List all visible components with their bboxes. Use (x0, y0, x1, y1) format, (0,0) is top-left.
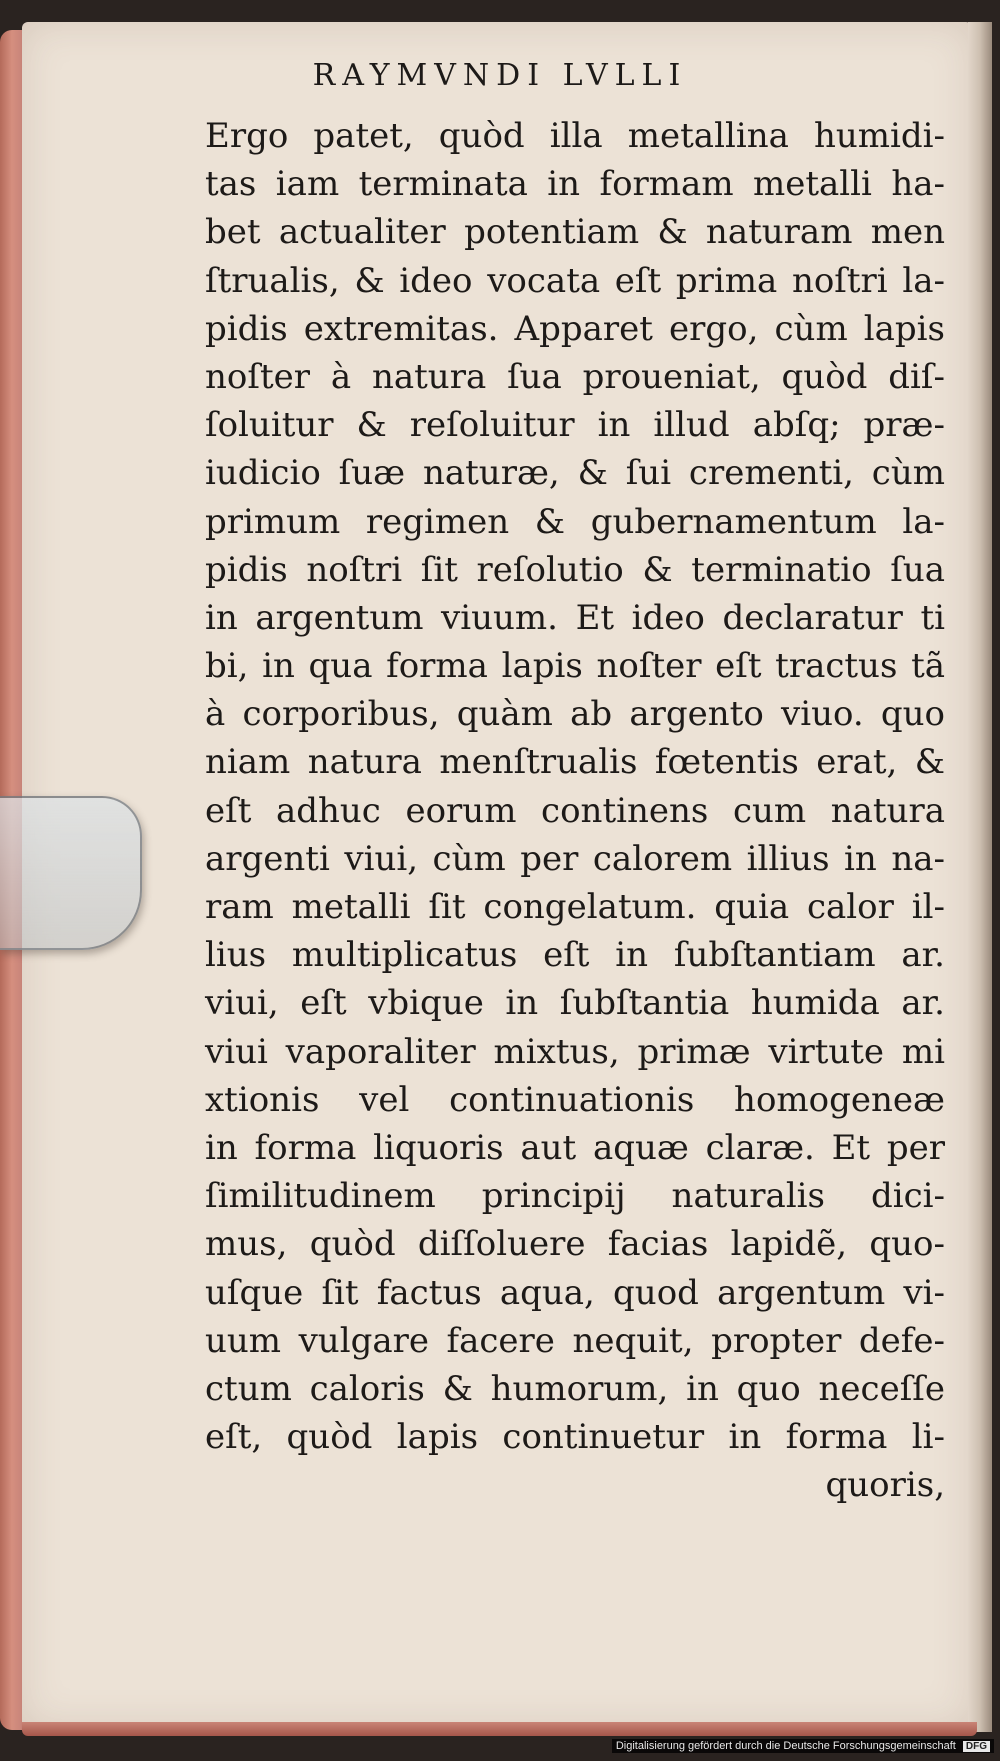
running-head: RAYMVNDI LVLLI (312, 58, 688, 93)
text-line: ctum caloris & humorum, in quo neceſſe (205, 1368, 945, 1409)
text-line: xtionis vel continuationis homogeneæ (205, 1079, 945, 1120)
text-line: Ergo patet, quòd illa metallina humidi- (205, 116, 945, 156)
text-line: ſtrualis, & ideo vocata eſt prima noſtri la- (205, 260, 945, 301)
text-line: in forma liquoris aut aquæ claræ. Et per (205, 1127, 945, 1168)
text-line: eſt adhuc eorum continens cum natura (205, 790, 945, 831)
text-line: ſoluitur & reſoluitur in illud abſq; præ- (205, 405, 945, 446)
text-line: tas iam terminata in formam metalli ha- (205, 164, 945, 205)
text-line: viui vaporaliter mixtus, primæ virtute mi (205, 1031, 945, 1072)
text-line: pidis extremitas. Apparet ergo, cùm lapis (205, 308, 945, 349)
text-line: pidis noſtri ſit reſolutio & terminatio ſua (205, 549, 945, 590)
text-line: mus, quòd diſſoluere facias lapidẽ, quo- (205, 1224, 945, 1265)
text-line: quoris, (825, 1465, 945, 1506)
text-line: iudicio ſuæ naturæ, & ſui crementi, cùm (205, 453, 945, 494)
book-right-edge (968, 22, 992, 1732)
text-line: bi, in qua forma lapis noſter eſt tractus tã (205, 646, 945, 687)
text-line: ram metalli ſit congelatum. quia calor il- (205, 887, 945, 927)
text-line: in argentum viuum. Et ideo declaratur ti (205, 597, 945, 638)
book-bottom-edge (22, 1722, 977, 1736)
text-line: primum regimen & gubernamentum la- (205, 501, 945, 542)
text-line: uum vulgare facere nequit, propter defe- (205, 1320, 945, 1361)
text-line: bet actualiter potentiam & naturam men (205, 212, 945, 253)
body-text (205, 112, 945, 1509)
text-line: uſque ſit factus aqua, quod argentum vi- (205, 1272, 945, 1313)
text-line: à corporibus, quàm ab argento viuo. quo (205, 694, 945, 735)
page-clip (0, 796, 142, 950)
text-line: viui, eſt vbique in ſubſtantia humida ar. (205, 983, 945, 1024)
text-line: niam natura menſtrualis fœtentis erat, & (205, 742, 945, 783)
digitization-credit (612, 1739, 994, 1753)
text-line: noſter à natura ſua proueniat, quòd diſ- (205, 356, 945, 397)
dfg-logo-badge: DFG (963, 1741, 990, 1752)
text-line: argenti viui, cùm per calorem illius in na- (205, 838, 945, 879)
credit-text: Digitalisierung gefördert durch die Deutsche Forschungsgemeinschaft (615, 1740, 956, 1752)
text-line: eſt, quòd lapis continuetur in forma li- (205, 1417, 945, 1458)
text-line: lius multiplicatus eſt in ſubſtantiam ar. (205, 935, 945, 976)
text-line: ſimilitudinem principij naturalis dici- (205, 1176, 945, 1217)
